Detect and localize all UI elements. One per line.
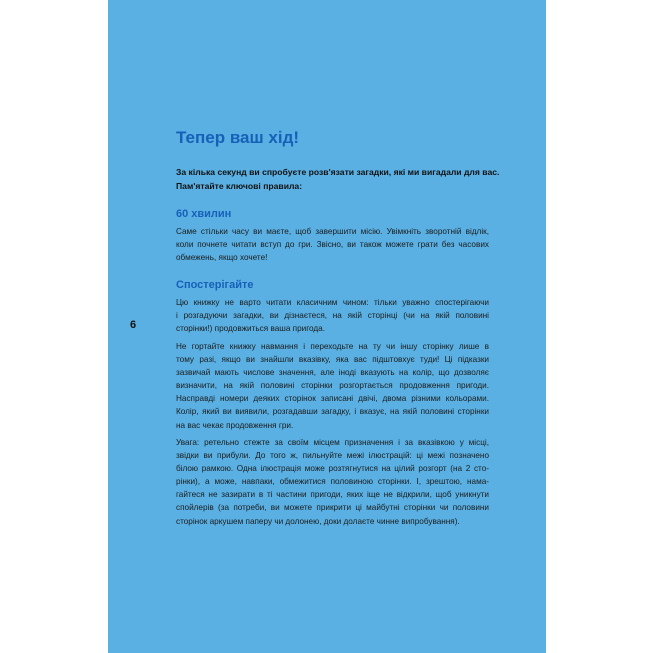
paragraph-line: Колір, який ви виявили, розгадавши загадку, і вказує, на якій половині сторінки [176,407,489,417]
page-number: 6 [130,319,137,331]
paragraph-line: зазвичай мають числове значення, але іноді вказують на колір, що дозволяє [176,368,489,378]
paragraph-line: коли почнете читати вступ до гри. Звісно, ви також можете грати без часових [176,240,489,250]
paragraph-line: рінки), а може, навпаки, обмежитися половиною сторінки. І, зрештою, нама- [176,477,489,487]
paragraph-line: сторінки!) продовжиться ваша пригода. [176,324,326,334]
intro-line: За кілька секунд ви спробуєте розв'язати загадки, які ми вигадали для вас. [176,167,500,177]
intro-line: Пам'ятайте ключові правила: [176,180,303,191]
section-heading-60-minutes: 60 хвилин [176,208,232,220]
paragraph-line: Не гортайте книжку навмання і переходьте на ту чи іншу сторінку лише в [176,342,489,351]
paragraph-60-minutes [176,225,489,264]
paragraph-line: визначити, на якій половині сторінки розгортається продовження пригоди. [176,381,489,391]
intro-text [176,166,500,193]
paragraph-observe-3 [176,436,489,528]
paragraph-line: Цю книжку не варто читати класичним чином: тільки уважно спостерігаючи [176,298,489,307]
paragraph-observe-2 [176,340,489,432]
paragraph-line: Насправді номери деяких сторінок записані двічі, двома різними кольорами. [176,394,489,404]
paragraph-line: Увага: ретельно стежте за своїм місцем призначення і за вказівкою у місці, [176,438,489,447]
paragraph-line: звідки ви прибули. До того ж, пильнуйте межі ілюстрацій: ці межі позначено [176,451,489,461]
paragraph-line: спойлерів (за потреби, ви можете прикрити ці майбутні сторінки чи половини [176,503,489,513]
paragraph-line: сторінок аркушем паперу чи долонею, доки долаєте чинне випробування). [176,516,460,526]
paragraph-observe-1 [176,296,489,335]
paragraph-line: гайтеся не зазирати в ті частини пригоди, яких іще не відкрили, щоб уникнути [176,490,489,500]
paragraph-line: тому разі, якщо ви знайшли вказівку, яка вас підштовхує туди! Ці підказки [176,355,489,365]
paragraph-line: обмежень, якщо хочете! [176,253,268,263]
paragraph-line: і розгадуючи загадки, ви дізнаєтеся, на якій сторінці (чи на якій половині [176,311,489,321]
book-page [108,0,546,653]
paragraph-line: на вас чекає продовження гри. [176,420,294,430]
page-title: Тепер ваш хід! [176,128,300,147]
paragraph-line: білою рамкою. Одна ілюстрація може розтягнутися на цілий розгорт (на 2 сто- [176,464,489,474]
section-heading-observe: Спостерігайте [176,279,254,291]
paragraph-line: Саме стільки часу ви маєте, щоб завершити місію. Увімкніть зворотній відлік, [176,227,489,236]
